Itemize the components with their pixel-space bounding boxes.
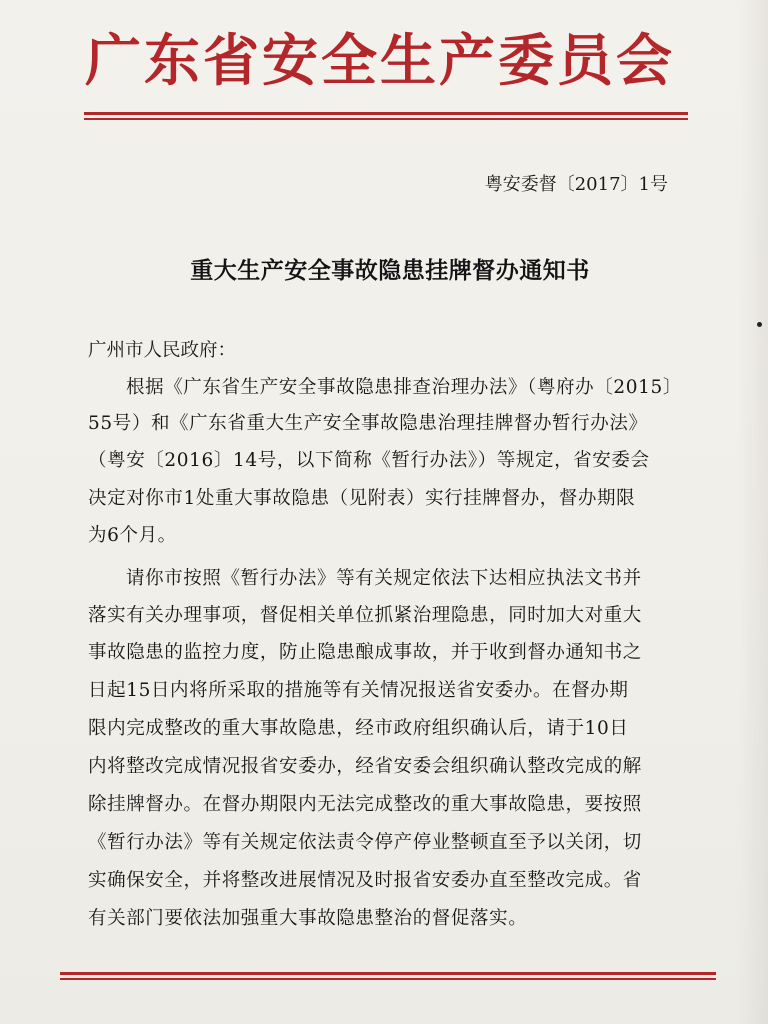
paragraph-2-line-3: 事故隐患的监控力度，防止隐患酿成事故，并于收到督办通知书之 [88,642,642,663]
document-title: 重大生产安全事故隐患挂牌督办通知书 [190,257,590,284]
page-shadow [738,0,768,1024]
paragraph-2-line-2: 落实有关办理事项，督促相关单位抓紧治理隐患，同时加大对重大 [88,605,642,626]
footer-red-rule-thick [60,972,716,975]
paragraph-1-line-4: 决定对你市1处重大事故隐患（见附表）实行挂牌督办，督办期限 [88,488,636,509]
paragraph-1-line-2: 55号）和《广东省重大生产安全事故隐患治理挂牌督办暂行办法》 [88,413,648,434]
paragraph-2-line-10: 有关部门要依法加强重大事故隐患整治的督促落实。 [88,908,528,929]
addressee: 广州市人民政府： [88,340,237,361]
paragraph-2-line-4: 日起15日内将所采取的措施等有关情况报送省安委办。在督办期 [88,680,629,701]
paragraph-2-line-6: 内将整改完成情况报省安委办，经省安委会组织确认整改完成的解 [88,756,642,777]
paragraph-1-line-3: （粤安〔2016〕14号，以下简称《暂行办法》）等规定，省安委会 [88,450,650,471]
paragraph-2-line-1: 请你市按照《暂行办法》等有关规定依法下达相应执法文书并 [126,568,642,589]
paragraph-2-line-7: 除挂牌督办。在督办期限内无法完成整改的重大事故隐患，要按照 [88,794,642,815]
paragraph-1-line-1: 根据《广东省生产安全事故隐患排查治理办法》（粤府办〔2015〕 [126,377,682,398]
document-number: 粤安委督〔2017〕1号 [484,174,668,195]
footer-red-rule-thin [60,978,716,980]
paragraph-1-line-5: 为6个月。 [88,525,177,546]
paragraph-2-line-8: 《暂行办法》等有关规定依法责令停产停业整顿直至予以关闭，切 [88,832,642,853]
paragraph-2-line-5: 限内完成整改的重大事故隐患，经市政府组织确认后，请于10日 [88,718,629,739]
header-red-rule-thin [84,118,688,120]
margin-dot [757,322,762,327]
header-red-rule-thick [84,112,688,115]
issuing-organization-header: 广东省安全生产委员会 [85,28,675,94]
paragraph-2-line-9: 实确保安全，并将整改进展情况及时报省安委办直至整改完成。省 [88,870,642,891]
